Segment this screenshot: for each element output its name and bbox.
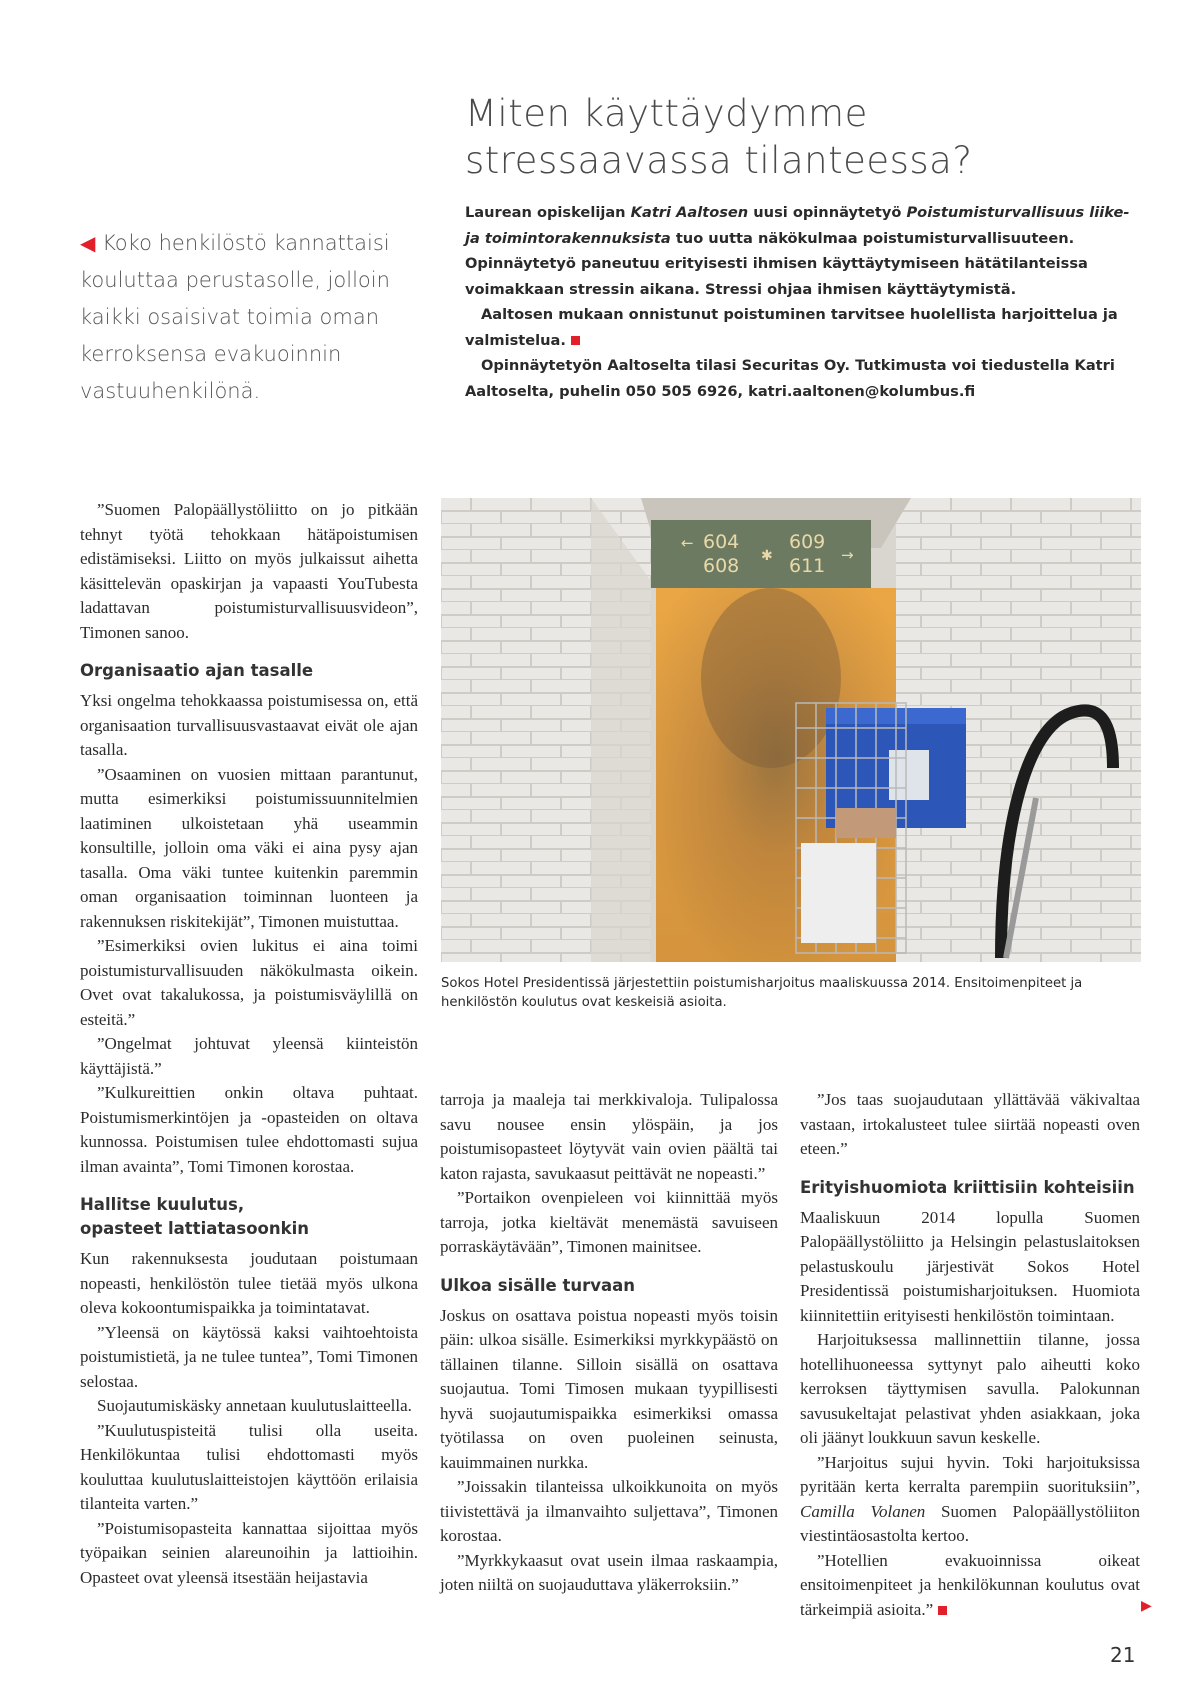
paragraph: ”Osaaminen on vuosien mittaan parantunut, mutta esimerkiksi poistumissuunnitelmien laatiminen ulkoistetaan yhä useammin konsultille, jolloin oma väki ei aina pysy ajan tasalla. Oma väki tuntee kuitenkin paremmin oman organisaation toiminnan luonteen ja rakennuksen riskitekijät”, Timonen muistuttaa.	[80, 764, 418, 931]
sign-right-top: 609	[789, 531, 826, 553]
sign-left-top: 604	[703, 531, 740, 553]
article-photo	[441, 498, 1141, 962]
paragraph: Harjoituksessa mallinnettiin tilanne, jossa hotellihuoneessa syttynyt palo aiheutti koko kerroksen täyttymisen savulla. Palokunnan savusukeltajat pelastivat yhden asiakkaan, joka oli jäänyt loukkuun savun keskelle.	[800, 1330, 1140, 1447]
paragraph-text: ”Hotellien evakuoinnissa oikeat ensitoimenpiteet ja henkilökunnan koulutus ovat tärkeimpiä asioita.”	[800, 1550, 1140, 1619]
subheading-line-2: opasteet lattiatasoonkin	[80, 1219, 309, 1238]
paragraph: ”Kulkureittien onkin oltava puhtaat. Poistumismerkintöjen ja -opasteiden on oltava kunnossa. Poistumisen tulee ehdottomasti sujua ilman avainta”, Tomi Timonen korostaa.	[80, 1083, 418, 1176]
paragraph: Kun rakennuksesta joudutaan poistumaan nopeasti, henkilöstön tulee tietää myös ulkona oleva kokoontumispaikka ja toimintatavat.	[80, 1249, 418, 1317]
paragraph: ”Joissakin tilanteissa ulkoikkunoita on myös tiivistettävä ja ilmanvaihto suljettava”, Timonen korostaa.	[440, 1477, 778, 1545]
paragraph: ”Portaikon ovenpieleen voi kiinnittää myös tarroja, jotka kieltävät menemästä savuiseen porraskäytävään”, Timonen mainitsee.	[440, 1188, 778, 1256]
paragraph	[800, 1451, 1140, 1549]
headline-line-1: Miten käyttäydymme	[465, 92, 868, 135]
intro-text: uusi opinnäytetyö	[748, 204, 907, 221]
body-column-2	[440, 1088, 778, 1598]
article-headline	[465, 90, 1145, 184]
svg-text:✱: ✱	[761, 548, 773, 564]
paragraph	[800, 1549, 1140, 1623]
page-number: 21	[1110, 1643, 1136, 1667]
paragraph: ”Ongelmat johtuvat yleensä kiinteistön käyttäjistä.”	[80, 1034, 418, 1078]
paragraph: ”Poistumisopasteita kannattaa sijoittaa myös työpaikan seinien alareunoihin ja lattioihin. Opasteet ovat yleensä itsestään heijastavia	[80, 1518, 418, 1587]
subheading: Ulkoa sisälle turvaan	[440, 1275, 636, 1295]
subheading-line-1: Hallitse kuulutus,	[80, 1195, 245, 1214]
intro-author-name: Katri Aaltosen	[630, 204, 749, 221]
svg-text:→: →	[841, 546, 854, 564]
intro-thesis-title: Poistumisturvallisuus liike- ja toimintorakennuksista	[465, 204, 1130, 247]
hotel-corridor-smoke-photo	[441, 498, 1141, 962]
person-name: Camilla Volanen	[800, 1501, 926, 1521]
paragraph: ”Kuulutuspisteitä tulisi olla useita. Henkilökuntaa tulisi ehdottomasti myös kouluttaa kuulutuslaitteistojen käyttöön erilaisia tilanteita varten.”	[80, 1420, 418, 1513]
paragraph-text: ”Harjoitus sujui hyvin. Toki harjoituksissa pyritään kerta kerralta parempiin suorituksiin”,	[800, 1452, 1140, 1496]
paragraph: ”Suomen Palopäällystöliitto on jo pitkään tehnyt työtä tehokkaan hätäpoistumisen edistämiseksi. Liitto on myös julkaissut aihetta käsittelevän opaskirjan ja vapaasti YouTubesta ladattavan poistumisturvallisuusvideon”, Timonen sanoo.	[80, 500, 418, 642]
right-triangle-icon: ▶	[1141, 1598, 1152, 1614]
intro-text: Laurean opiskelijan	[465, 204, 631, 221]
svg-text:←: ←	[681, 534, 694, 552]
paragraph: Yksi ongelma tehokkaassa poistumisessa on, että organisaation turvallisuusvastaavat eivät ole ajan tasalla.	[80, 691, 418, 759]
paragraph: ”Yleensä on käytössä kaksi vaihtoehtoista poistumistietä, ja ne tulee tuntea”, Tomi Timonen selostaa.	[80, 1322, 418, 1391]
pull-quote	[80, 225, 420, 410]
body-column-1	[80, 498, 418, 1590]
paragraph: Suojautumiskäsky annetaan kuulutuslaitteella.	[97, 1396, 412, 1415]
paragraph: ”Myrkkykaasut ovat usein ilmaa raskaampia, joten niiltä on suojauduttava yläkerroksiin.”	[440, 1550, 778, 1594]
left-triangle-icon: ◀	[80, 231, 96, 255]
headline-line-2: stressaavassa tilanteessa?	[465, 139, 973, 182]
end-mark-icon	[938, 1606, 947, 1615]
intro-paragraph-3: Opinnäytetyön Aaltoselta tilasi Securitas Oy. Tutkimusta voi tiedustella Katri Aaltoselta, puhelin 050 505 6926, katri.aaltonen@kolumbus.fi	[465, 357, 1115, 400]
subheading: Erityishuomiota kriittisiin kohteisiin	[800, 1177, 1135, 1197]
subheading	[80, 1193, 418, 1241]
paragraph-text: Suomen Palopäällystöliiton viestintäosastolta kertoo.	[800, 1501, 1140, 1545]
end-mark-icon	[571, 336, 580, 345]
paragraph: Maaliskuun 2014 lopulla Suomen Palopäällystöliitto ja Helsingin pelastuslaitoksen pelastuskoulu järjestivät Sokos Hotel Presidentissä poistumisharjoituksen. Huomiota kiinnitettiin erityisesti henkilöstön toimintaan.	[800, 1207, 1140, 1325]
intro-text: Aaltosen mukaan onnistunut poistuminen tarvitsee huolellista harjoittelua ja valmistelua.	[465, 306, 1118, 349]
paragraph: ”Jos taas suojaudutaan yllättävää väkivaltaa vastaan, irtokalusteet tulee siirtää nopeasti oven eteen.”	[800, 1090, 1140, 1158]
body-column-3	[800, 1088, 1140, 1622]
photo-caption: Sokos Hotel Presidentissä järjestettiin poistumisharjoitus maaliskuussa 2014. Ensitoimenpiteet ja henkilöstön koulutus ovat keskeisiä asioita.	[441, 976, 1083, 1010]
intro-paragraph-2	[465, 302, 1135, 353]
pull-quote-text: Koko henkilöstö kannattaisi kouluttaa perustasolle, jolloin kaikki osaisivat toimia oman kerroksensa evakuoinnin vastuuhenkilönä.	[80, 231, 390, 403]
sign-right-bottom: 611	[789, 555, 826, 577]
sign-left-bottom: 608	[703, 555, 740, 577]
paragraph: Joskus on osattava poistua nopeasti myös toisin päin: ulkoa sisälle. Esimerkiksi myrkkypäästö on tällainen tilanne. Silloin sisällä on osattava suojautua. Tomi Timosen mukaan tyypillisesti hyvä suojautumispaikka esimerkiksi omassa työtilassa on oven puoleinen seinusta, kauimmainen nurkka.	[440, 1305, 778, 1472]
paragraph: tarroja ja maaleja tai merkkivaloja. Tulipalossa savu nousee ensin ylöspäin, ja jos poistumisopasteet löytyvät vain ovien päältä tai katon rajasta, savukaasut peittävät ne nopeasti.”	[440, 1090, 778, 1183]
intro-text: tuo uutta näkökulmaa poistumisturvallisuuteen. Opinnäytetyö paneutuu erityisesti ihmisen käyttäytymiseen hätätilanteissa voimakkaan stressin aikana. Stressi ohjaa ihmisen käyttäytymistä.	[465, 229, 1088, 298]
subheading: Organisaatio ajan tasalle	[80, 661, 314, 680]
intro-paragraph-1	[465, 200, 1135, 302]
paragraph: ”Esimerkiksi ovien lukitus ei aina toimi poistumisturvallisuuden näkökulmasta oikein. Ovet ovat takalukossa, ja poistumisväylillä on esteitä.”	[80, 936, 418, 1029]
intro-box	[465, 200, 1135, 404]
